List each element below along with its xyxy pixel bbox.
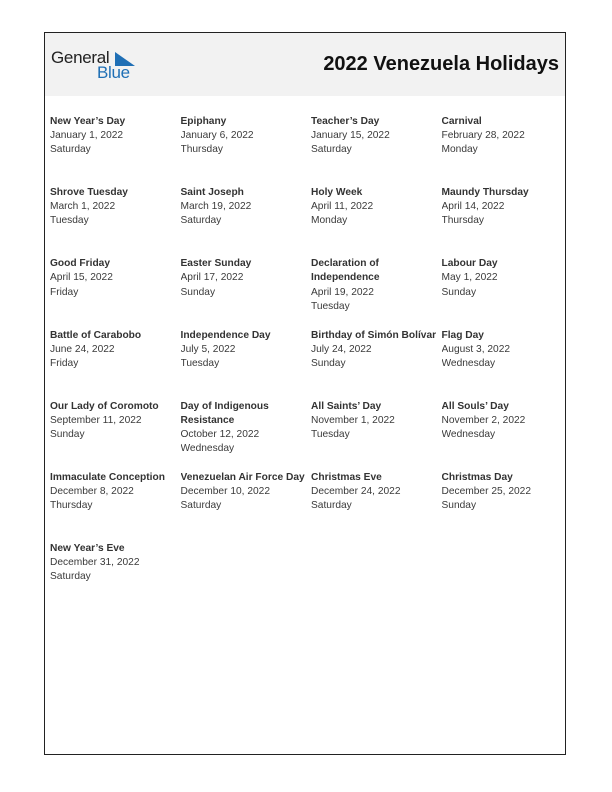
holiday-item xyxy=(181,329,312,400)
holiday-weekday: Monday xyxy=(311,215,348,227)
holiday-name: Day of Indigenous Resistance xyxy=(180,400,269,426)
holiday-date: January 6, 2022 xyxy=(180,130,254,142)
holiday-item xyxy=(181,471,312,542)
holiday-date: February 28, 2022 xyxy=(441,130,525,142)
holiday-weekday: Friday xyxy=(50,357,79,369)
holiday-date: June 24, 2022 xyxy=(50,343,115,355)
holiday-name: Independence Day xyxy=(180,329,271,341)
holiday-date: July 24, 2022 xyxy=(311,343,372,355)
holiday-weekday: Tuesday xyxy=(180,357,220,369)
holiday-name: Declaration of Independence xyxy=(311,258,380,284)
holiday-item xyxy=(311,471,442,542)
holiday-item xyxy=(442,257,567,328)
holiday-name: All Souls’ Day xyxy=(441,400,509,412)
holiday-date: April 19, 2022 xyxy=(311,286,374,298)
holiday-name: Holy Week xyxy=(311,187,363,199)
holiday-item xyxy=(442,471,567,542)
holiday-name: Epiphany xyxy=(180,116,227,127)
holiday-name: Shrove Tuesday xyxy=(50,187,128,199)
holiday-name: All Saints’ Day xyxy=(311,400,382,412)
holiday-date: April 14, 2022 xyxy=(441,201,505,213)
holiday-weekday: Thursday xyxy=(50,500,93,512)
holiday-weekday: Wednesday xyxy=(441,357,496,369)
holiday-date: August 3, 2022 xyxy=(441,343,511,355)
holiday-weekday: Saturday xyxy=(180,500,222,512)
logo-blue-text: Blue xyxy=(97,63,130,82)
holiday-weekday: Wednesday xyxy=(441,428,496,440)
holiday-grid xyxy=(50,115,566,613)
holiday-name: Maundy Thursday xyxy=(441,187,529,199)
holiday-date: April 17, 2022 xyxy=(180,272,244,284)
holiday-name: Immaculate Conception xyxy=(50,471,165,483)
holiday-weekday: Tuesday xyxy=(311,428,350,440)
holiday-date: December 25, 2022 xyxy=(441,486,531,498)
holiday-weekday: Sunday xyxy=(180,286,216,298)
holiday-item xyxy=(50,329,181,400)
holiday-date: January 15, 2022 xyxy=(311,130,390,142)
holiday-name: Battle of Carabobo xyxy=(50,329,142,341)
holiday-name: Labour Day xyxy=(441,258,498,270)
logo-general-text: General xyxy=(51,48,110,67)
holiday-weekday: Thursday xyxy=(441,215,484,227)
holiday-item xyxy=(442,400,567,471)
holiday-item xyxy=(50,186,181,257)
holiday-weekday: Wednesday xyxy=(180,443,235,455)
holiday-name: Easter Sunday xyxy=(180,258,252,270)
holiday-item xyxy=(50,471,181,542)
holiday-name: Christmas Eve xyxy=(311,471,382,483)
holiday-weekday: Sunday xyxy=(441,500,477,512)
holiday-weekday: Monday xyxy=(441,144,478,156)
holiday-item xyxy=(181,400,312,471)
holiday-date: March 1, 2022 xyxy=(50,201,116,213)
holiday-date: July 5, 2022 xyxy=(180,343,236,355)
holiday-weekday: Tuesday xyxy=(50,215,89,227)
holiday-weekday: Saturday xyxy=(180,215,222,227)
holiday-date: March 19, 2022 xyxy=(180,201,252,213)
holiday-weekday: Saturday xyxy=(311,500,352,512)
holiday-date: December 24, 2022 xyxy=(311,486,401,498)
holiday-date: November 1, 2022 xyxy=(311,414,395,426)
holiday-item xyxy=(50,257,181,328)
page-title: 2022 Venezuela Holidays xyxy=(323,53,559,75)
holiday-name: Flag Day xyxy=(441,329,484,341)
holiday-date: May 1, 2022 xyxy=(441,272,498,284)
holiday-item xyxy=(442,329,567,400)
holiday-name: Saint Joseph xyxy=(180,187,244,199)
holiday-item xyxy=(181,186,312,257)
generalblue-logo[interactable] xyxy=(51,49,141,83)
holiday-name: Venezuelan Air Force Day xyxy=(180,471,305,483)
holiday-weekday: Saturday xyxy=(311,144,352,156)
holiday-item xyxy=(50,400,181,471)
holiday-weekday: Saturday xyxy=(50,571,91,583)
page-header xyxy=(45,33,565,96)
holiday-name: Christmas Day xyxy=(441,471,513,483)
holiday-date: September 11, 2022 xyxy=(50,414,142,426)
holiday-weekday: Thursday xyxy=(180,144,223,156)
holiday-date: October 12, 2022 xyxy=(180,428,260,440)
holiday-name: Our Lady of Coromoto xyxy=(50,400,159,412)
holiday-item xyxy=(311,115,442,186)
holiday-name: Carnival xyxy=(441,116,482,127)
holiday-date: January 1, 2022 xyxy=(50,130,124,142)
holiday-name: New Year’s Day xyxy=(50,116,126,127)
holiday-item xyxy=(181,115,312,186)
holiday-weekday: Tuesday xyxy=(311,300,350,312)
holiday-weekday: Sunday xyxy=(441,286,477,298)
holiday-item xyxy=(311,186,442,257)
holiday-name: New Year’s Eve xyxy=(50,543,125,555)
holiday-item xyxy=(181,257,312,328)
holiday-date: April 15, 2022 xyxy=(50,272,113,284)
holiday-name: Good Friday xyxy=(50,258,110,270)
holiday-weekday: Sunday xyxy=(50,428,85,440)
holiday-item xyxy=(442,115,567,186)
holiday-item xyxy=(311,400,442,471)
holiday-date: December 10, 2022 xyxy=(180,486,270,498)
holiday-item xyxy=(50,542,181,613)
holiday-date: December 31, 2022 xyxy=(50,557,140,569)
holiday-date: December 8, 2022 xyxy=(50,486,134,498)
holiday-date: April 11, 2022 xyxy=(311,201,374,213)
holiday-weekday: Sunday xyxy=(311,357,346,369)
holiday-weekday: Saturday xyxy=(50,144,91,156)
holiday-date: November 2, 2022 xyxy=(441,414,526,426)
holiday-name: Birthday of Simón Bolívar xyxy=(311,329,437,341)
holiday-item xyxy=(442,186,567,257)
holiday-name: Teacher’s Day xyxy=(311,116,380,127)
calendar-page xyxy=(44,32,566,755)
holiday-item xyxy=(311,329,442,400)
holiday-item xyxy=(50,115,181,186)
holiday-item xyxy=(311,257,442,328)
holiday-weekday: Friday xyxy=(50,286,79,298)
